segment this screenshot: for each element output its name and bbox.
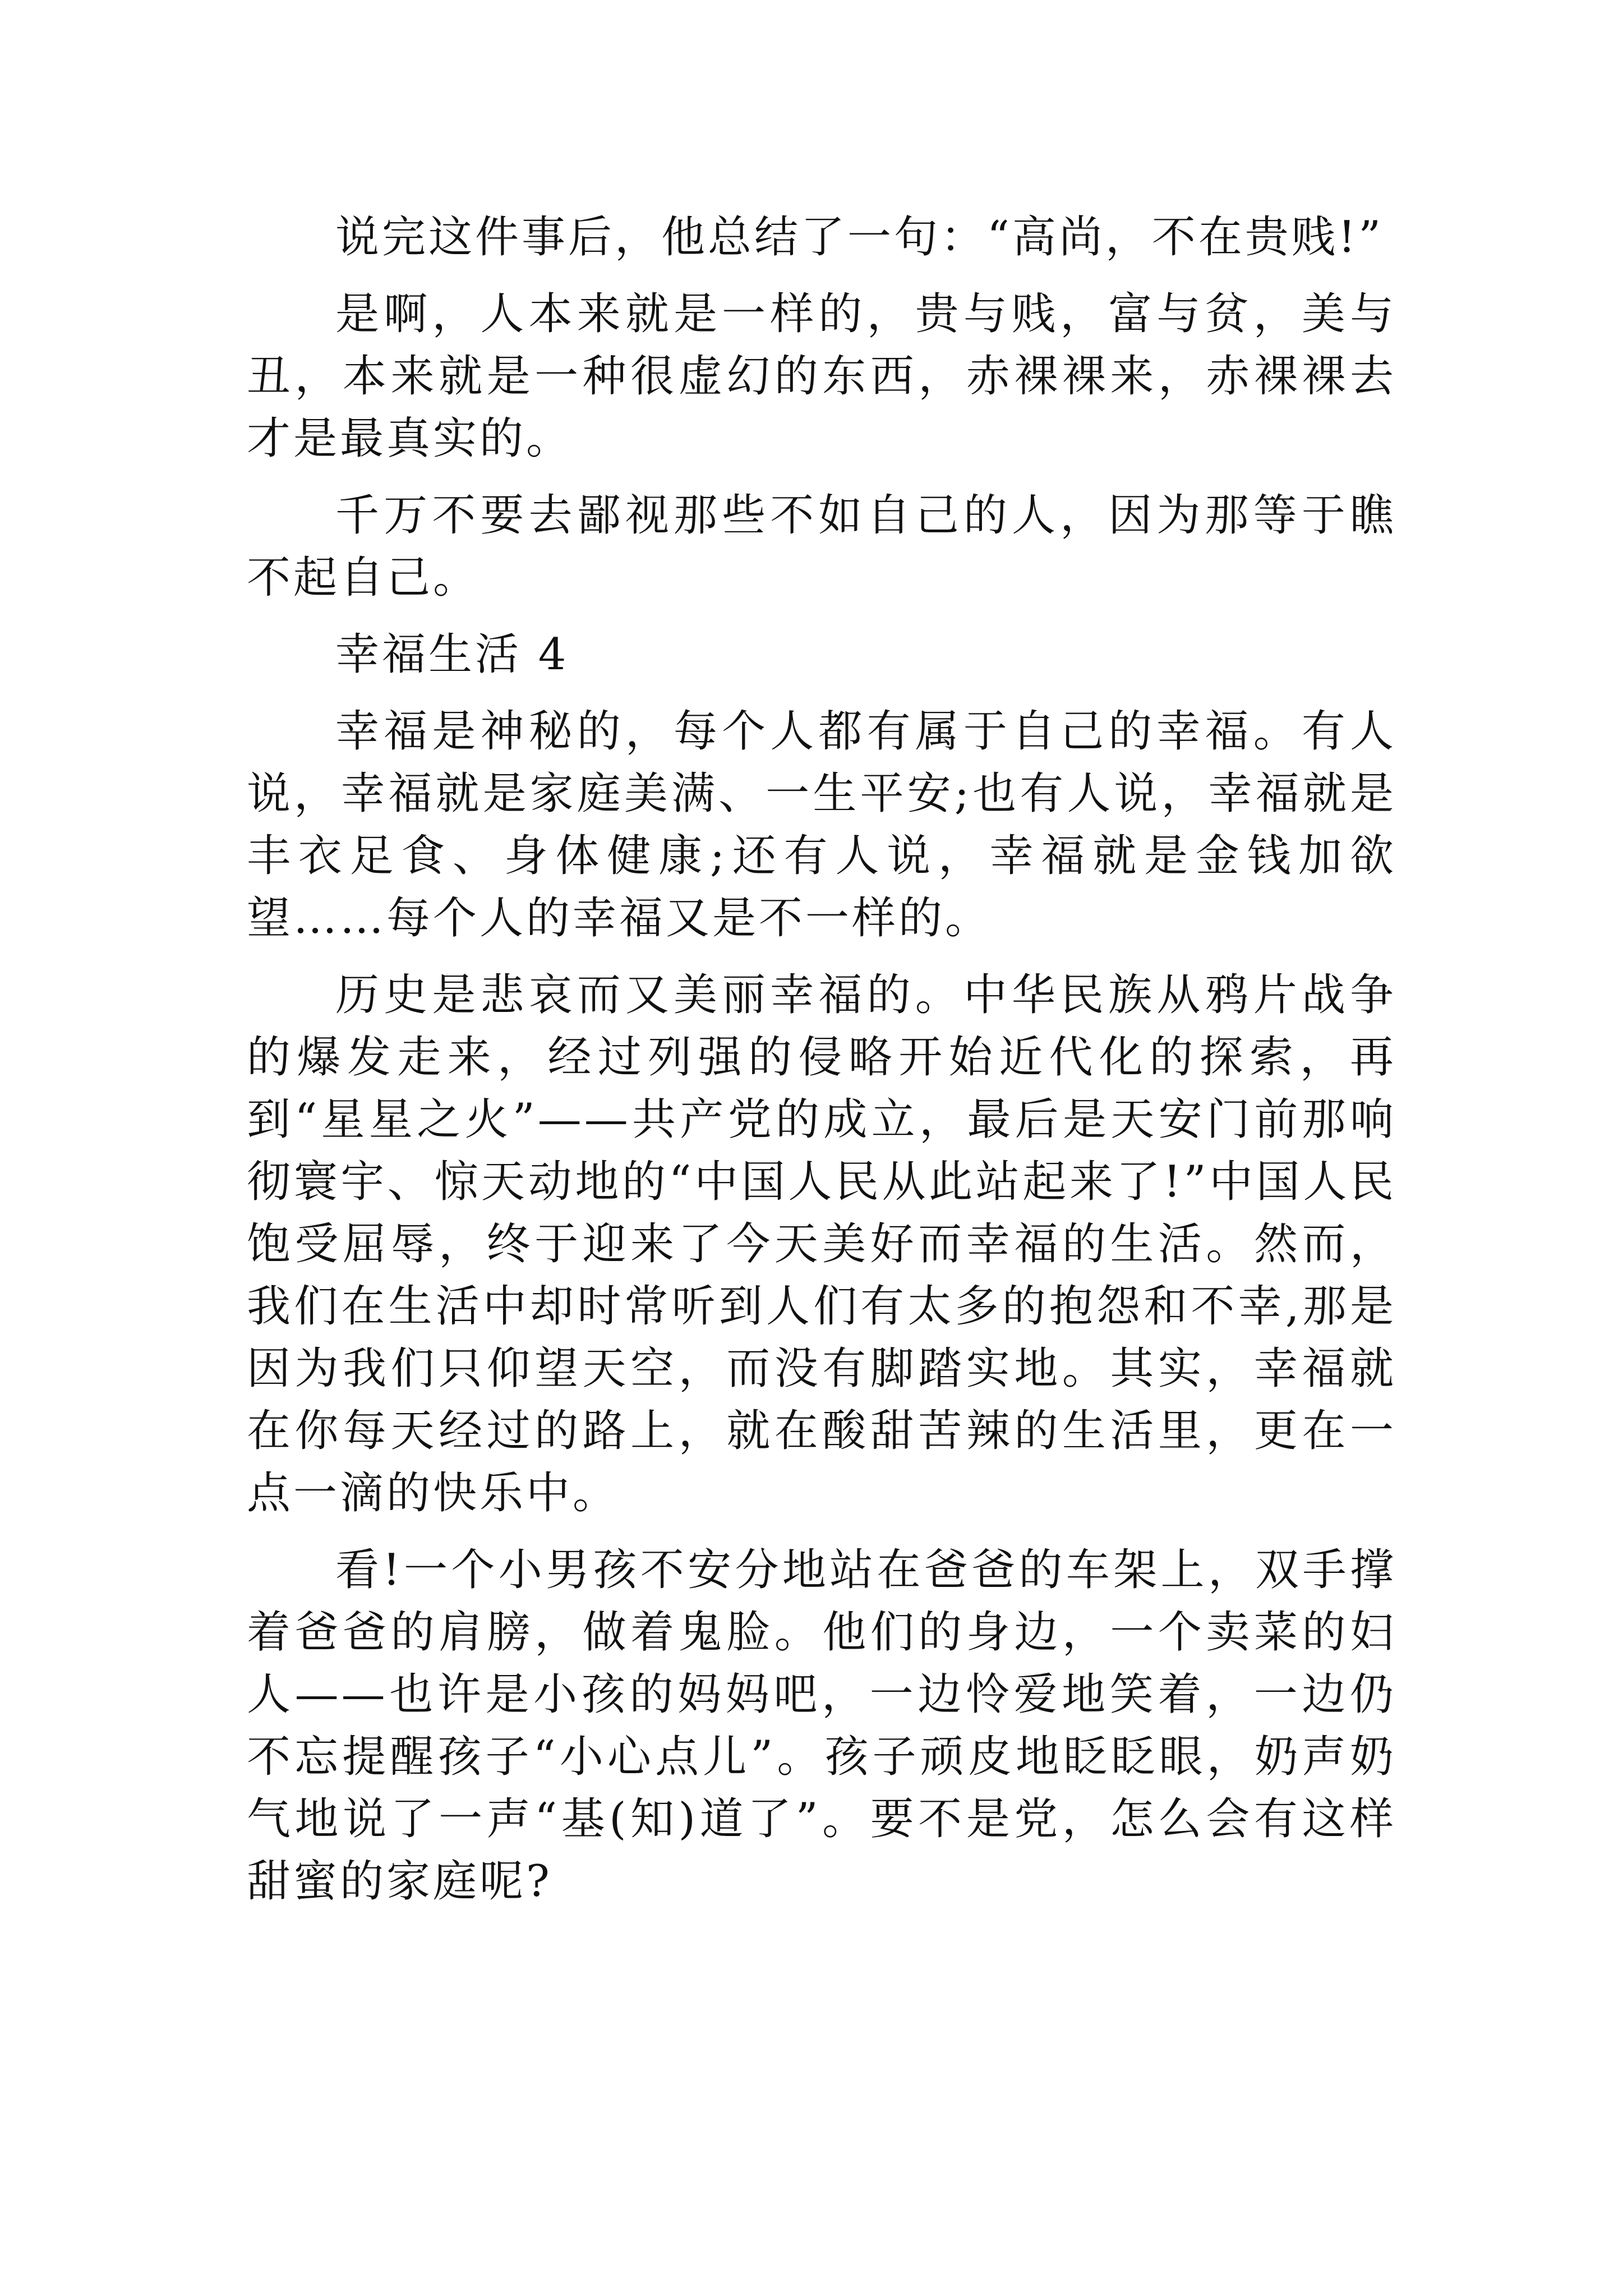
paragraph-summary-quote: 说完这件事后，他总结了一句：“高尚，不在贵贱!” <box>335 212 1384 263</box>
document-body <box>247 206 1396 1927</box>
paragraph-happiness-mysterious: 幸福是神秘的，每个人都有属于自己的幸福。有人说，幸福就是家庭美满、一生平安;也有人说，幸福就是丰衣足食、身体健康;还有人说，幸福就是金钱加欲望……每个人的幸福又是不一样的。 <box>247 706 1396 944</box>
paragraph-equality: 是啊，人本来就是一样的，贵与贱，富与贫，美与丑，本来就是一种很虚幻的东西，赤裸裸来，赤裸裸去才是最真实的。 <box>247 289 1396 464</box>
paragraph-do-not-despise: 千万不要去鄙视那些不如自己的人，因为那等于瞧不起自己。 <box>247 490 1396 603</box>
section-heading: 幸福生活 4 <box>335 629 569 680</box>
paragraph-history: 历史是悲哀而又美丽幸福的。中华民族从鸦片战争的爆发走来，经过列强的侵略开始近代化的探索，再到“星星之火”——共产党的成立，最后是天安门前那响彻寰宇、惊天动地的“中国人民从此站起来了!”中国人民饱受屈辱，终于迎来了今天美好而幸福的生活。然而，我们在生活中却时常听到人们有太多的抱怨和不幸,那是因为我们只仰望天空，而没有脚踏实地。其实，幸福就在你每天经过的路上，就在酸甜苦辣的生活里，更在一点一滴的快乐中。 <box>247 970 1396 1519</box>
paragraph-little-boy: 看!一个小男孩不安分地站在爸爸的车架上，双手撑着爸爸的肩膀，做着鬼脸。他们的身边，一个卖菜的妇人——也许是小孩的妈妈吧，一边怜爱地笑着，一边仍不忘提醒孩子“小心点儿”。孩子顽皮地眨眨眼，奶声奶气地说了一声“基(知)道了”。要不是党，怎么会有这样甜蜜的家庭呢? <box>247 1545 1396 1907</box>
